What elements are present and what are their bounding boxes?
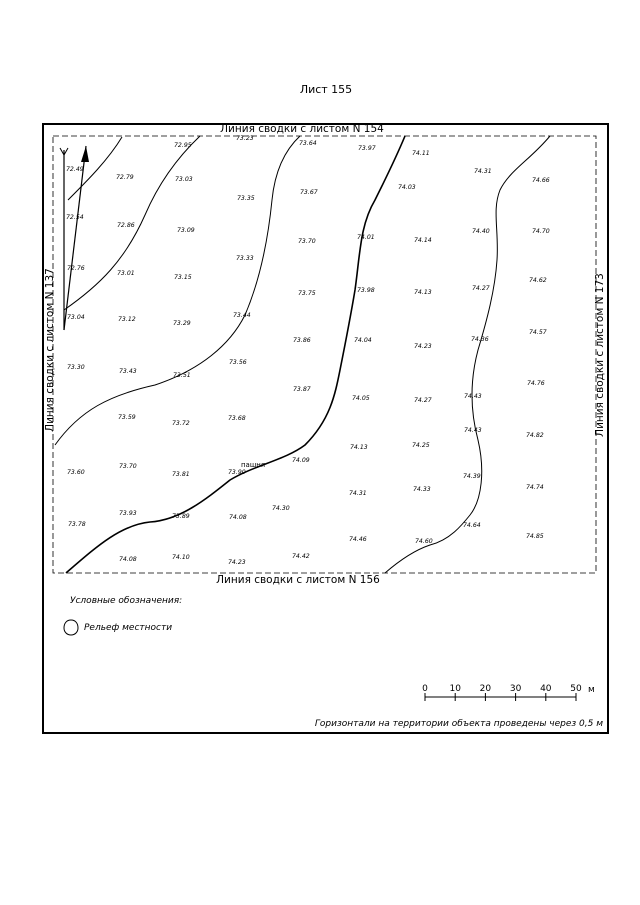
elevation-label: 73.87 [293,386,311,393]
elevation-label: 74.05 [352,395,370,402]
elevation-label: 74.09 [292,457,310,464]
elevation-label: 74.27 [472,285,490,292]
elevation-label: 74.31 [474,168,492,175]
elevation-label: 73.30 [67,364,85,371]
elevation-label: 74.76 [527,380,545,387]
elevation-label: 73.12 [118,316,136,323]
elevation-label: 72.79 [116,174,134,181]
scale-tick-label: 50 [570,684,582,694]
elevation-label: 74.10 [172,554,190,561]
elevation-label: 74.03 [398,184,416,191]
elevation-label: 73.70 [119,463,137,470]
elevation-label: 74.13 [414,289,432,296]
elevation-label: 74.23 [414,343,432,350]
edge-label-top: Линия сводки с листом N 154 [220,123,384,135]
elevation-label: 73.90 [228,469,246,476]
elevation-label: 74.82 [526,432,544,439]
contour-interval-note: Горизонтали на территории объекта проведены через 0,5 м [314,719,603,729]
elevation-label: 74.27 [414,397,432,404]
elevation-label: 73.51 [173,372,191,379]
edge-label-right: Линия сводки с листом N 173 [594,273,606,437]
elevation-label: 73.64 [299,140,317,147]
elevation-label: 74.40 [472,228,490,235]
elevation-label: 74.57 [529,329,547,336]
elevation-label: 72.49 [66,166,84,173]
elevation-label: 72.76 [67,265,85,272]
elevation-label: 73.44 [233,312,251,319]
elevation-label: 73.93 [119,510,137,517]
elevation-label: 73.81 [172,471,190,478]
elevation-label: 74.46 [349,536,367,543]
elevation-label: 72.86 [117,222,135,229]
elevation-label: 73.15 [174,274,192,281]
scale-tick-label: 40 [540,684,552,694]
scale-tick-label: 10 [449,684,461,694]
scale-tick-label: 20 [479,684,492,694]
elevation-label: 73.72 [172,420,190,427]
elevation-label: 74.11 [412,150,430,157]
elevation-label: 74.43 [464,427,482,434]
map-boundary [53,136,596,573]
elevation-label: 73.04 [67,314,85,321]
elevation-label: 73.35 [237,195,255,202]
contour-lines [55,136,550,573]
elevation-label: 73.89 [172,513,190,520]
scale-tick-label: 0 [422,684,428,694]
elevation-label: 73.86 [293,337,311,344]
map-label: пашня [240,461,266,469]
edge-label-bottom: Линия сводки с листом N 156 [216,574,380,586]
elevation-label: 74.13 [350,444,368,451]
elevation-label: 74.36 [471,336,489,343]
elevation-label: 72.54 [66,214,84,221]
elevation-label: 74.42 [292,553,310,560]
elevation-label: 73.09 [177,227,195,234]
scale-unit: м [588,685,595,695]
legend-item-relief: Рельеф местности [84,623,173,633]
elevation-label: 73.60 [67,469,85,476]
elevation-label: 74.04 [354,337,372,344]
elevation-label: 73.56 [229,359,247,366]
elevation-label: 73.01 [117,270,135,277]
elevation-label: 73.67 [300,189,318,196]
scale-bar [422,684,595,701]
elevation-label: 73.59 [118,414,136,421]
elevation-label: 73.33 [236,255,254,262]
elevation-label: 74.30 [272,505,290,512]
elevation-label: 74.08 [119,556,137,563]
elevation-label: 74.66 [532,177,550,184]
elevation-label: 73.70 [298,238,316,245]
elevation-label: 74.74 [526,484,544,491]
elevation-label: 74.70 [532,228,550,235]
elevation-label: 74.39 [463,473,481,480]
elevation-label: 73.29 [173,320,191,327]
legend-title: Условные обозначения: [70,596,183,606]
relief-symbol-icon [64,620,78,635]
elevation-label: 74.85 [526,533,544,540]
elevation-label: 73.23 [236,135,254,142]
elevation-label: 74.60 [415,538,433,545]
elevation-label: 74.14 [414,237,432,244]
elevation-label: 74.33 [413,486,431,493]
elevation-label: 74.62 [529,277,547,284]
elevation-label: 74.25 [412,442,430,449]
edge-label-left: Линия сводки с листом N 137 [44,268,56,432]
elevation-label: 73.68 [228,415,246,422]
elevation-label: 74.23 [228,559,246,566]
elevation-label: 73.78 [68,521,86,528]
elevation-label: 73.75 [298,290,316,297]
elevation-label: 73.98 [357,287,375,294]
elevation-label: 72.95 [174,142,192,149]
sheet-title: Лист 155 [299,83,353,96]
elevation-label: 74.64 [463,522,481,529]
elevation-label: 73.03 [175,176,193,183]
elevation-label: 74.43 [464,393,482,400]
elevation-label: 74.08 [229,514,247,521]
elevation-label: 74.01 [357,234,375,241]
elevation-label: 73.43 [119,368,137,375]
scale-tick-label: 30 [509,684,522,694]
elevation-label: 73.97 [358,145,376,152]
elevation-label: 74.31 [349,490,367,497]
map-frame [43,124,608,733]
